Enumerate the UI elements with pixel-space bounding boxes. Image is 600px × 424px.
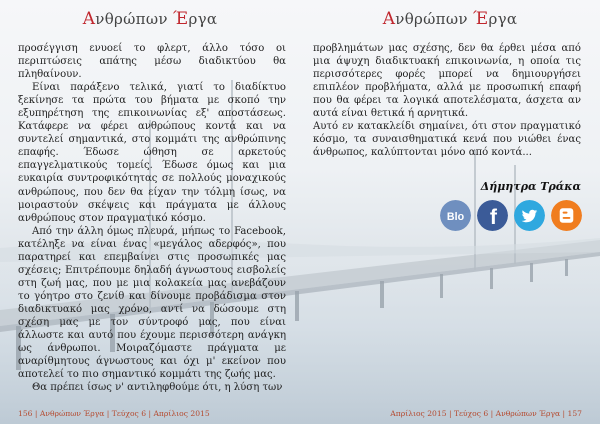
left-page-footer: 156 | Ανθρώπων Έργα | Τεύχος 6 | Απρίλιος 2015 — [18, 409, 210, 418]
title-initial-2: Έ — [172, 9, 189, 29]
social-icons — [440, 200, 584, 232]
title-text: νθρώπων — [395, 10, 473, 28]
title-initial-2: Έ — [472, 9, 489, 29]
paragraph: Είναι παράξενο τελικά, γιατί το διαδίκτυο ξεκίνησε τα πρώτα του βήματα με σκοπό την εξυπηρέτηση της επικοινωνίας εξ' αποστάσεως. Κατάφερε να φέρει ανθρώπους κοντά και να συντελεί σημαντικά, στο κομμάτι της ανθρώπινης επαφής. Έδωσε ώθηση σε αρκετούς επαγγελματικούς τομείς. Έδωσε όμως και μια ευκαιρία συντροφικότητας σε πολλούς μοναχικούς ανθρώπους, που δεν θα είχαν την τόλμη ίσως, να μοιραστούν σκέψεις και πράγματα με άλλους ανθρώπους στον πραγματικό κόσμο. — [18, 82, 286, 224]
title-initial: Α — [382, 9, 396, 29]
title-text: νθρώπων — [95, 10, 173, 28]
facebook-icon-label: f — [489, 205, 498, 230]
facebook-icon[interactable] — [477, 200, 508, 231]
left-page-text — [18, 42, 286, 394]
title-text-2: ργα — [188, 10, 218, 28]
right-page-footer: Απρίλιος 2015 | Τεύχος 6 | Ανθρώπων Έργα | 157 — [390, 409, 582, 418]
blog-icon[interactable] — [440, 200, 471, 231]
magazine-title — [0, 9, 300, 29]
paragraph: Θα πρέπει ίσως ν' αντιληφθούμε ότι, η λύση των — [32, 382, 283, 394]
paragraph: Από την άλλη όμως πλευρά, μήπως το Facebook, κατέληξε να είναι ένας «μεγάλος αδερφός», που παρατηρεί και επεμβαίνει στις προσωπικές μας σχέσεις; Επιτρέπουμε δηλαδή άγνωστους εισβολείς στη ζωή μας, που με μια κολακεία μας ανεβάζουν το γόητρο στο ζενίθ και δίνουμε προβάδισμα στον διαδικτυακό μας χρόνο, αντί να δώσουμε στη σχέση μας με τον σύντροφό μας, που είναι άλλωστε και αυτό που έχουμε περισσότερη ανάγκη ως άνθρωποι. Μοιραζόμαστε πράγματα με αναρίθμητους άγνωστους και όχι μ' εκείνον που αποτελεί το πιο σημαντικό κομμάτι της ζωής μας. — [18, 225, 286, 381]
paragraph: Αυτό εν κατακλείδι σημαίνει, ότι στον πραγματικό κόσμο, τα συναισθηματικά κενά που νιώθει ένας άνθρωπος, καλύπτονται μόνο από κοντά... — [313, 121, 581, 159]
title-initial: Α — [82, 9, 96, 29]
twitter-icon[interactable] — [514, 200, 545, 231]
right-page-text — [313, 42, 581, 159]
paragraph: προσέγγιση ενυοεί το φλερτ, άλλο τόσο οι περιπτώσεις απάτης μέσω διαδικτύου θα πληθαίνουν. — [18, 43, 286, 81]
magazine-title — [300, 9, 600, 29]
author-name: Δήμητρα Τράκα — [480, 180, 581, 193]
paragraph: προβλημάτων μας σχέσης, δεν θα έρθει μέσα από μια άψυχη διαδικτυακή επικοινωνία, η οποία τις περισσότερες φορές μπορεί να δημιουργήσει επιπλέον προβλήματα, αλλά με προσωπική επαφή που θα φέρει τα λογικά αποτελέσματα, άσχετα αν αυτά είναι θετικά ή αρνητικά. — [313, 43, 581, 120]
title-text-2: ργα — [488, 10, 518, 28]
blogger-icon[interactable] — [551, 200, 582, 231]
blog-icon-label: Blo — [446, 210, 465, 223]
